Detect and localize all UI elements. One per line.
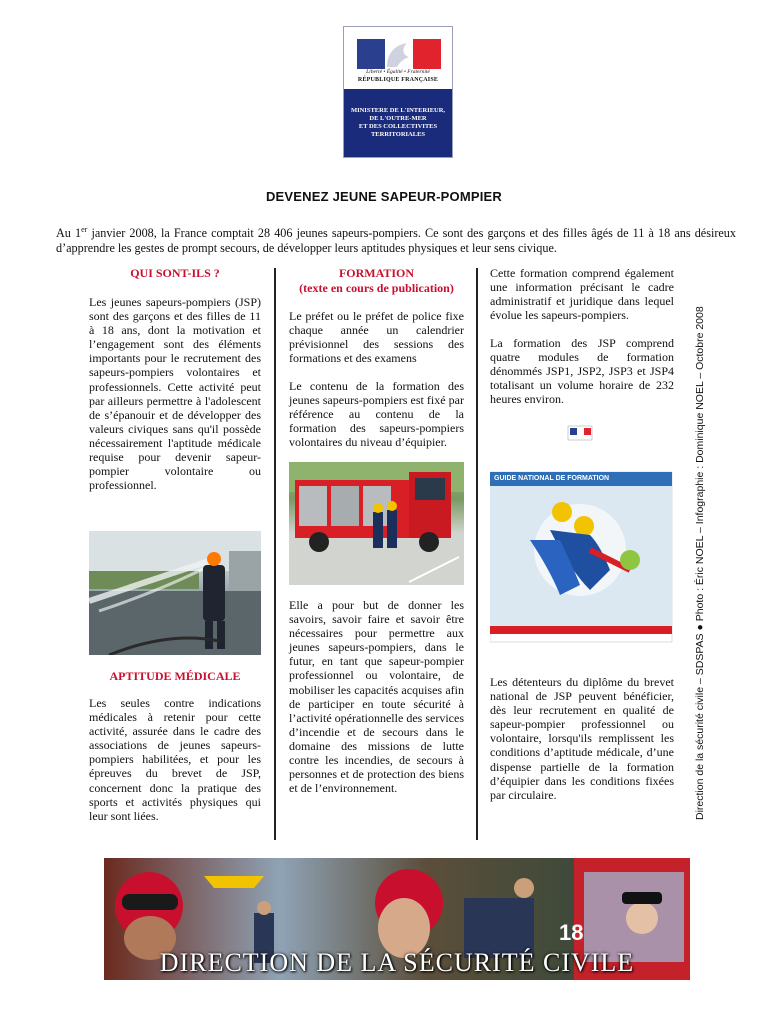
heading-formation: FORMATION: [338, 266, 415, 280]
guide-title: GUIDE NATIONAL DE FORMATION: [494, 475, 610, 482]
column-divider-2: [476, 268, 478, 840]
heading-qui-sont-ils: QUI SONT-ILS ?: [130, 266, 220, 280]
col1-paragraph: Les jeunes sapeurs-pompiers (JSP) sont des garçons et des filles de 11 à 18 ans, dont la motivation et l’engagement sont des éléments importants pour le recrutement des sapeurs-pompiers volontaires et professionnels. Cette activité peut par ailleurs permettre à l'adolescent de s’épanouir et de développer des valeurs civiques sans qu'il possède nécessairement l'aptitude médicale requise pour devenir sapeur-pompier volontaire ou professionnel.: [89, 295, 261, 493]
intro-paragraph: Au 1er janvier 2008, la France comptait 28 406 jeunes sapeurs-pompiers. Ce sont des garçons et des filles âgés de 11 à 18 ans désireux d’apprendre les gestes de prompt secours, de développer leurs aptitudes physiques et leur sens civique.: [56, 225, 736, 256]
marianne-flag-icon: [357, 39, 441, 69]
ministry-name: MINISTERE DE L'INTERIEUR, DE L'OUTRE-MER ET DES COLLECTIVITES TERRITORIALES: [344, 89, 452, 157]
republic-name: RÉPUBLIQUE FRANÇAISE: [357, 77, 439, 83]
col2-paragraph-3: Elle a pour but de donner les savoirs, savoir faire et savoir être nécessaires pour permettre aux jeunes sapeurs-pompiers, dans le futur, en tant que sapeur-pompier professionnel ou volontaire, de mobiliser les capacités acquises afin de participer en toute sécurité à l’activité opérationnelle des services d’incendie et de secours dans le domaine des missions de lutte contre les incendies, de secours à personnes et de protection des biens et de l’environnement.: [289, 598, 464, 796]
firefighter-hose-photo: [89, 531, 261, 655]
col1-paragraph-2: Les seules contre indications médicales à retenir pour cette activité, assurée dans le cadre des associations de jeunes sapeurs-pompiers habilitées, et pour les épreuves du brevet de JSP, concernent donc la pratique des sports et activités physiques qui leur sont liées.: [89, 696, 261, 823]
photo-credit: Direction de la sécurité civile – SDSPAS ● Photo : Éric NOEL – Infographie : Dominique NOEL – Octobre 2008: [694, 306, 706, 820]
column-divider-1: [274, 268, 276, 840]
page-title: DEVENEZ JEUNE SAPEUR-POMPIER: [265, 189, 503, 204]
guide-national-formation-cover: [490, 420, 676, 644]
securite-civile-banner: [104, 858, 690, 980]
banner-title: DIRECTION DE LA SÉCURITÉ CIVILE: [159, 948, 635, 977]
republic-motto: Liberté • Égalité • Fraternité: [366, 69, 430, 75]
fire-truck-photo: [289, 462, 464, 585]
ministry-logo: [343, 26, 453, 158]
col2-paragraph-2: Le contenu de la formation des jeunes sapeurs-pompiers est fixé par référence au contenu de la formation des sapeurs-pompiers volontaires du niveau d’équipier.: [289, 379, 464, 450]
door-number-18: 18: [559, 920, 584, 945]
col3-paragraph-1: Cette formation comprend également une information précisant le cadre administratif et juridique dans lequel évolue les sapeurs-pompiers.: [490, 266, 674, 323]
subheading-formation: (texte en cours de publication): [299, 281, 454, 295]
heading-aptitude-medicale: APTITUDE MÉDICALE: [109, 669, 241, 683]
col3-paragraph-2: La formation des JSP comprend quatre modules de formation dénommés JSP1, JSP2, JSP3 et JSP4 totalisant un volume horaire de 232 heures environ.: [490, 336, 674, 407]
col3-paragraph-3: Les détenteurs du diplôme du brevet national de JSP peuvent bénéficier, dès leur recrutement en qualité de sapeur-pompier professionnel ou volontaire, lorsqu'ils remplissent les conditions d’aptitude médicale, d’une dispense partielle de la formation d’équipier dans les conditions fixées par circulaire.: [490, 675, 674, 802]
col2-paragraph-1: Le préfet ou le préfet de police fixe chaque année un calendrier prévisionnel des sessions des formations et des examens: [289, 309, 464, 366]
